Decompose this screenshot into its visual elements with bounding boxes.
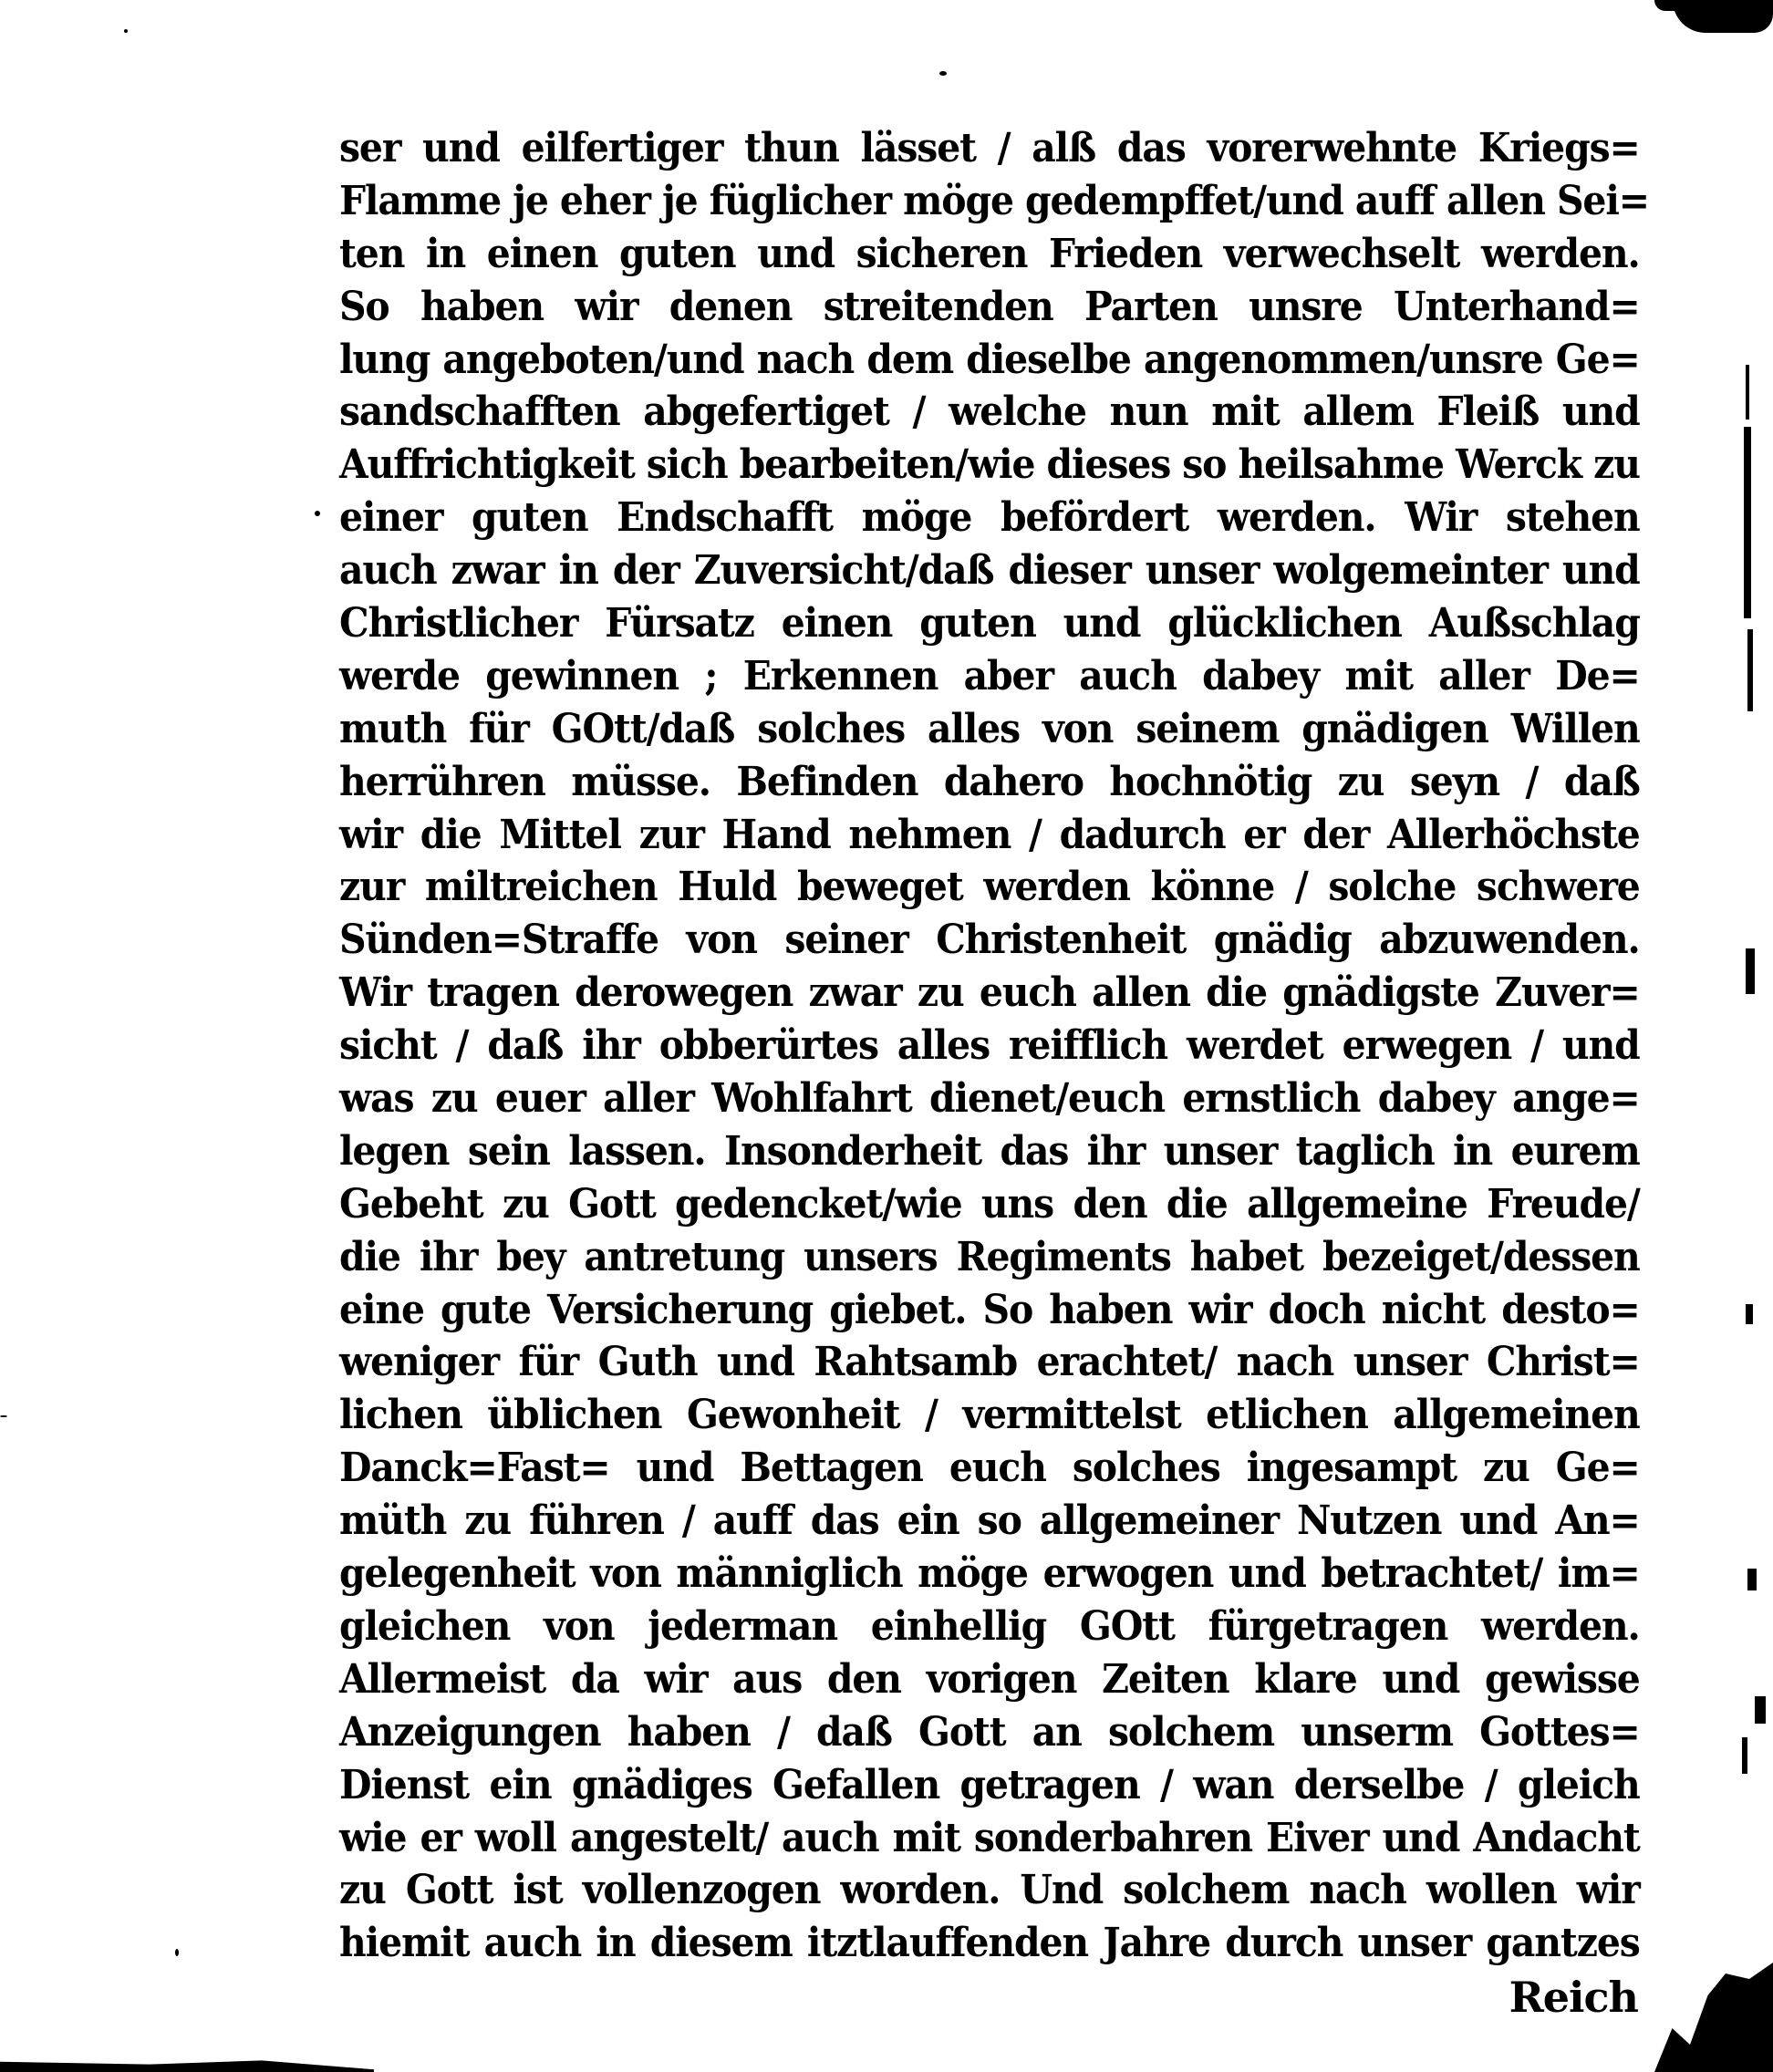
scan-edge-streak <box>1746 948 1755 994</box>
scan-edge-streak <box>1747 629 1753 711</box>
text-line-23: eine gute Versicherung giebet. So haben wir doch nicht desto= <box>339 1286 1640 1333</box>
scan-speck <box>124 29 128 33</box>
text-line-6: sandschafften abgefertiget / welche nun mit allem Fleiß und <box>339 388 1640 436</box>
text-line-4: So haben wir denen streitenden Parten unsre Unterhand= <box>339 283 1640 330</box>
text-line-18: sicht / daß ihr obberürtes alles reifflich werdet erwegen / und <box>339 1022 1640 1070</box>
text-line-20: legen sein lassen. Insonderheit das ihr unser taglich in eurem <box>339 1127 1640 1175</box>
text-line-14: wir die Mittel zur Hand nehmen / dadurch er der Allerhöchste <box>339 811 1640 858</box>
text-line-9: auch zwar in der Zuversicht/daß dieser unser wolgemeinter und <box>339 547 1640 595</box>
scan-blot-top-right <box>1673 0 1773 33</box>
scan-speck <box>175 1949 179 1956</box>
body-text <box>339 122 1649 1970</box>
scan-edge-streak <box>1742 1737 1747 1774</box>
text-line-29: gleichen von jederman einhellig GOtt fürgetragen werden. <box>339 1602 1640 1650</box>
text-line-25: lichen üblichen Gewonheit / vermittelst etlichen allgemeinen <box>339 1392 1640 1439</box>
text-line-22: die ihr bey antretung unsers Regiments habet bezeiget/dessen <box>339 1233 1640 1280</box>
text-line-2: Flamme je eher je füglicher möge gedempffet/und auff allen Sei= <box>339 177 1649 224</box>
text-line-34: zu Gott ist vollenzogen worden. Und solchem nach wollen wir <box>339 1867 1640 1914</box>
scan-band-bottom <box>0 2059 374 2072</box>
text-line-31: Anzeigungen haben / daß Gott an solchem unserm Gottes= <box>339 1708 1640 1756</box>
scan-speck <box>315 511 320 516</box>
text-line-16: Sünden=Straffe von seiner Christenheit gnädig abzuwenden. <box>339 917 1640 964</box>
scan-speck <box>0 1415 7 1417</box>
scan-edge-streak <box>1746 1304 1753 1324</box>
text-line-11: werde gewinnen ; Erkennen aber auch dabey mit aller De= <box>339 652 1640 699</box>
scan-blot-bottom-right <box>1654 1963 1773 2072</box>
text-line-24: weniger für Guth und Rahtsamb erachtet/ nach unser Christ= <box>339 1339 1640 1386</box>
scan-edge-streak <box>1755 1696 1766 1724</box>
scan-edge-streak <box>1744 427 1751 618</box>
text-line-28: gelegenheit von männiglich möge erwogen und betrachtet/ im= <box>339 1550 1640 1598</box>
text-line-7: Auffrichtigkeit sich bearbeiten/wie dieses so heilsahme Werck zu <box>339 441 1640 489</box>
text-line-21: Gebeht zu Gott gedencket/wie uns den die allgemeine Freude/ <box>339 1180 1640 1228</box>
text-line-19: was zu euer aller Wohlfahrt dienet/euch ernstlich dabey ange= <box>339 1075 1640 1123</box>
scan-edge-streak <box>1747 1569 1757 1590</box>
scan-speck <box>939 71 947 76</box>
text-line-13: herrühren müsse. Befinden dahero hochnötig zu seyn / daß <box>339 758 1640 805</box>
text-line-1: ser und eilfertiger thun lässet / alß das vorerwehnte Kriegs= <box>339 125 1640 171</box>
text-line-17: Wir tragen derowegen zwar zu euch allen die gnädigste Zuver= <box>339 969 1640 1017</box>
text-line-8: einer guten Endschafft möge befördert werden. Wir stehen <box>339 494 1640 542</box>
text-line-26: Danck=Fast= und Bettagen euch solches ingesampt zu Ge= <box>339 1445 1640 1492</box>
text-line-33: wie er woll angestelt/ auch mit sonderbahren Eiver und Andacht <box>339 1814 1640 1861</box>
catchword: Reich <box>1509 1973 1638 2022</box>
text-line-3: ten in einen guten und sicheren Frieden verwechselt werden. <box>339 230 1640 277</box>
text-line-35: hiemit auch in diesem itztlauffenden Jahre durch unser gantzes <box>339 1920 1640 1967</box>
scan-edge-streak <box>1746 365 1749 420</box>
text-line-30: Allermeist da wir aus den vorigen Zeiten klare und gewisse <box>339 1655 1640 1703</box>
text-line-27: müth zu führen / auff das ein so allgemeiner Nutzen und An= <box>339 1497 1640 1545</box>
text-line-12: muth für GOtt/daß solches alles von seinem gnädigen Willen <box>339 705 1640 752</box>
text-line-10: Christlicher Fürsatz einen guten und glücklichen Außschlag <box>339 600 1640 648</box>
text-line-5: lung angeboten/und nach dem dieselbe angenommen/unsre Ge= <box>339 336 1640 383</box>
text-line-32: Dienst ein gnädiges Gefallen getragen / wan derselbe / gleich <box>339 1761 1640 1808</box>
text-line-15: zur miltreichen Huld beweget werden könne / solche schwere <box>339 864 1640 911</box>
